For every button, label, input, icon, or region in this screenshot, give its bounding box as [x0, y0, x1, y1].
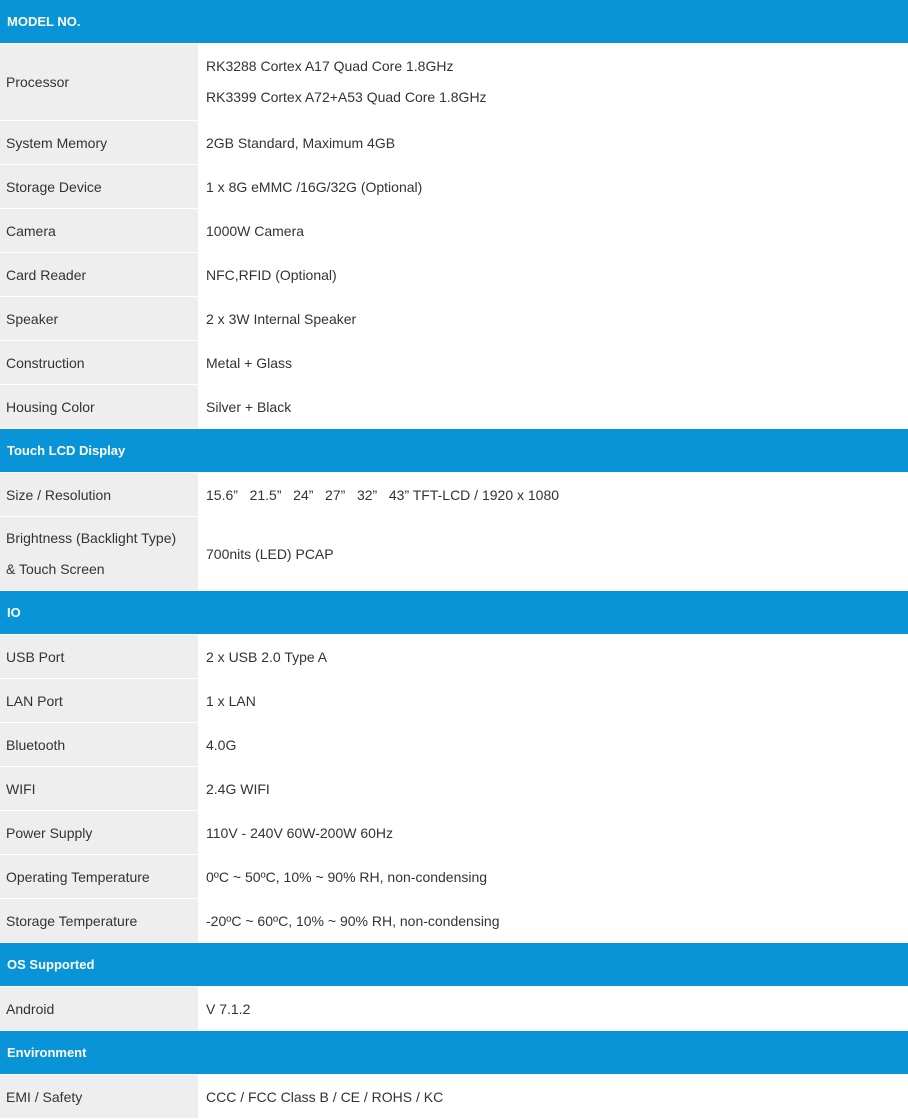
spec-value: -20ºC ~ 60ºC, 10% ~ 90% RH, non-condensing	[198, 899, 908, 943]
spec-label-line: Brightness (Backlight Type)	[6, 529, 177, 546]
spec-row-operating-temperature	[0, 855, 908, 899]
spec-value: 1000W Camera	[198, 209, 908, 253]
spec-row-bluetooth	[0, 723, 908, 767]
spec-value: 2GB Standard, Maximum 4GB	[198, 121, 908, 165]
spec-row-lan-port	[0, 679, 908, 723]
spec-row-housing-color	[0, 385, 908, 429]
spec-row-wifi	[0, 767, 908, 811]
spec-value: 15.6” 21.5” 24” 27” 32” 43” TFT-LCD / 1920 x 1080	[198, 473, 908, 517]
spec-row-brightness	[0, 517, 908, 591]
spec-row-emi-safety	[0, 1075, 908, 1119]
section-header-model	[0, 0, 908, 44]
section-title: Touch LCD Display	[0, 429, 908, 473]
spec-value: 2.4G WIFI	[198, 767, 908, 811]
spec-row-size-resolution	[0, 473, 908, 517]
spec-value: 1 x LAN	[198, 679, 908, 723]
spec-label: Card Reader	[0, 253, 198, 297]
spec-label: Speaker	[0, 297, 198, 341]
spec-label: System Memory	[0, 121, 198, 165]
section-title: OS Supported	[0, 943, 908, 987]
spec-label: WIFI	[0, 767, 198, 811]
spec-row-construction	[0, 341, 908, 385]
spec-label	[0, 517, 198, 591]
spec-label: Power Supply	[0, 811, 198, 855]
spec-label: Processor	[0, 44, 198, 121]
spec-row-android	[0, 987, 908, 1031]
spec-value: Silver + Black	[198, 385, 908, 429]
section-header-io	[0, 591, 908, 635]
spec-row-processor	[0, 44, 908, 121]
spec-value-line: RK3399 Cortex A72+A53 Quad Core 1.8GHz	[206, 89, 487, 105]
spec-label: Housing Color	[0, 385, 198, 429]
spec-label: Bluetooth	[0, 723, 198, 767]
spec-value: 110V - 240V 60W-200W 60Hz	[198, 811, 908, 855]
section-header-os	[0, 943, 908, 987]
spec-value-line: RK3288 Cortex A17 Quad Core 1.8GHz	[206, 58, 454, 74]
spec-row-storage-device	[0, 165, 908, 209]
spec-row-camera	[0, 209, 908, 253]
spec-label: Size / Resolution	[0, 473, 198, 517]
spec-label: Storage Device	[0, 165, 198, 209]
section-title: MODEL NO.	[0, 0, 908, 44]
spec-label: Storage Temperature	[0, 899, 198, 943]
spec-label: USB Port	[0, 635, 198, 679]
spec-row-speaker	[0, 297, 908, 341]
spec-value: 2 x 3W Internal Speaker	[198, 297, 908, 341]
spec-label: Operating Temperature	[0, 855, 198, 899]
section-header-environment	[0, 1031, 908, 1075]
spec-value: 4.0G	[198, 723, 908, 767]
section-title: Environment	[0, 1031, 908, 1075]
spec-value: CCC / FCC Class B / CE / ROHS / KC	[198, 1075, 908, 1119]
spec-row-power-supply	[0, 811, 908, 855]
spec-label: Camera	[0, 209, 198, 253]
spec-value: V 7.1.2	[198, 987, 908, 1031]
spec-value: 2 x USB 2.0 Type A	[198, 635, 908, 679]
spec-label: EMI / Safety	[0, 1075, 198, 1119]
spec-row-card-reader	[0, 253, 908, 297]
spec-label: LAN Port	[0, 679, 198, 723]
spec-label: Android	[0, 987, 198, 1031]
spec-row-usb-port	[0, 635, 908, 679]
spec-value: 0ºC ~ 50ºC, 10% ~ 90% RH, non-condensing	[198, 855, 908, 899]
section-header-display	[0, 429, 908, 473]
spec-label: Construction	[0, 341, 198, 385]
spec-label-line: & Touch Screen	[6, 560, 105, 577]
spec-value	[198, 44, 908, 121]
spec-row-storage-temperature	[0, 899, 908, 943]
spec-row-system-memory	[0, 121, 908, 165]
section-title: IO	[0, 591, 908, 635]
spec-value: 700nits (LED) PCAP	[198, 517, 908, 591]
spec-value: NFC,RFID (Optional)	[198, 253, 908, 297]
spec-value: 1 x 8G eMMC /16G/32G (Optional)	[198, 165, 908, 209]
spec-value: Metal + Glass	[198, 341, 908, 385]
